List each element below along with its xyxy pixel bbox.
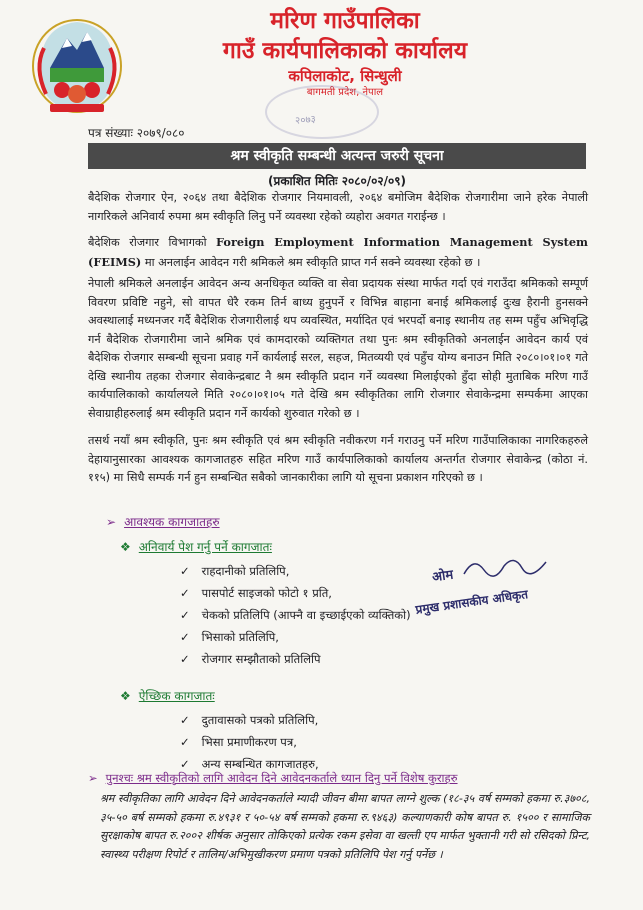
check-icon: ✓ [180,630,190,644]
office-name-line2: गाउँ कार्यपालिकाको कार्यालय [222,38,468,64]
published-date: (प्रकाशित मितिः २०८०/०२/०९) [268,174,406,188]
list-item-text: भिसा प्रमाणीकरण पत्र, [201,735,297,749]
feims-system-name: Foreign Employment Information Management System (FEIMS) [88,235,588,269]
mandatory-documents-heading [120,538,272,555]
list-item [180,709,319,731]
list-item [180,731,319,753]
optional-documents-list [180,709,319,775]
paragraph-2 [88,233,588,272]
required-documents-heading [106,513,220,530]
address-line2: बागमती प्रदेश, नेपाल [306,87,384,98]
paragraph-2-after: मा अनलाईन आवेदन गरी श्रमिकले श्रम स्वीकृति प्राप्त गर्न सक्ने व्यवस्था रहेको छ । [141,255,481,269]
list-item [180,560,411,582]
optional-documents-heading [120,687,215,704]
stamp-text: २०७३ [294,114,317,127]
signature-scribble [460,552,550,582]
list-item-text: अन्य सम्बन्धित कागजातहरु, [201,757,319,771]
address-line1: कपिलाकोट, सिन्धुली [288,67,402,85]
mandatory-documents-label: अनिवार्य पेश गर्नु पर्ने कागजातः [138,540,272,554]
paragraph-2-before: बैदेशिक रोजगार विभागको [88,236,217,249]
note-heading [88,771,458,786]
office-name [140,6,550,66]
signatory-name: ओम [431,567,455,586]
arrow-icon: ➢ [88,771,98,785]
mandatory-documents-list [180,560,411,670]
arrow-icon: ➢ [106,515,117,529]
signatory-title: प्रमुख प्रशासकीय अधिकृत [414,587,529,617]
check-icon: ✓ [180,735,190,749]
check-icon: ✓ [180,586,190,600]
list-item-text: पासपोर्ट साइजको फोटो १ प्रति, [201,586,332,600]
list-item [180,626,411,648]
check-icon: ✓ [180,713,190,727]
notice-title: श्रम स्वीकृति सम्बन्धी अत्यन्त जरुरी सूचना [88,143,586,169]
nepal-emblem-icon [22,8,132,118]
reference-value: २०७९/०८० [136,126,185,140]
list-item [180,604,411,626]
optional-documents-label: ऐच्छिक कागजातः [138,689,215,703]
required-documents-label: आवश्यक कागजातहरु [124,515,220,529]
office-stamp [265,85,379,139]
list-item-text: रोजगार सम्झौताको प्रतिलिपि [201,652,321,666]
list-item-text: राहदानीको प्रतिलिपि, [201,564,290,578]
check-icon: ✓ [180,608,190,622]
check-icon: ✓ [180,757,190,771]
reference-number [88,124,184,141]
office-name-line1: मरिण गाउँपालिका [270,8,420,34]
list-item-text: चेकको प्रतिलिपि (आफ्नै वा इच्छाईएको व्यक्तिको) [201,608,411,622]
diamond-icon: ❖ [120,540,131,554]
list-item [180,648,411,670]
list-item-text: दुतावासको पत्रको प्रतिलिपि, [201,713,319,727]
paragraph-4: तसर्थ नयाँ श्रम स्वीकृति, पुनः श्रम स्वीकृति एवं श्रम स्वीकृति नवीकरण गर्न गराउनु पर्ने मरिण गाउँपालिकाका नागरिकहरुले देहायानुसारका आवश्यक कागजातहरु सहित मरिण गाउँ कार्यपालिकाको कार्यालय अन्तर्गत रोजगार सेवाकेन्द्र (कोठा नं. ११५) मा सिधै सम्पर्क गर्न हुन सम्बन्धित सबैको जानकारीका लागि यो सूचना प्रकाशन गरिएको छ । [88,434,588,484]
list-item [180,582,411,604]
note-body: श्रम स्वीकृतिका लागि आवेदन दिने आवेदनकर्ताले म्यादी जीवन बीमा बापत लाग्ने शुल्क (१८-३५ वर्ष सम्मको हकमा रु.३७०८, ३५-५० बर्ष सम्मको हकमा रु.४९३१ र ५०-५४ बर्ष सम्मको हकमा रु.९४६३) कल्याणकारी कोष बापत रु. १५०० र सामाजिक सुरक्षाकोष बापत रु.२००२ शीर्षक अनुसार तोकिएको प्रत्येक रकम इसेवा वा खल्ती एप मार्फत भुक्तानी गरी सो रसिदको प्रिन्ट, स्वास्थ्य परीक्षण रिपोर्ट र तालिम/अभिमुखीकरण प्रमाण पत्रको प्रतिलिपि पेश गर्नु पर्नेछ । [100,792,590,861]
paragraph-1: बैदेशिक रोजगार ऐन, २०६४ तथा बैदेशिक रोजगार नियमावली, २०६४ बमोजिम बैदेशिक रोजगारीमा जाने हरेक नेपाली नागरिकले अनिवार्य रुपमा श्रम स्वीकृति लिनु पर्ने व्यवस्था रहेको व्यहोरा अवगत गराईन्छ । [88,191,588,223]
diamond-icon: ❖ [120,689,131,703]
note-heading-label: पुनश्चः श्रम स्वीकृतिको लागि आवेदन दिने आवेदनकर्ताले ध्यान दिनु पर्ने विशेष कुराहरु [105,771,458,785]
check-icon: ✓ [180,652,190,666]
reference-label: पत्र संख्याः [88,126,133,140]
check-icon: ✓ [180,564,190,578]
paragraph-3: नेपाली श्रमिकले अनलाईन आवेदन अन्य अनधिकृत व्यक्ति वा सेवा प्रदायक संस्था मार्फत गर्दा एवं गराउँदा श्रमिकको सम्पूर्ण विवरण प्रविष्टि नहुने, सो वापत धेरै रकम तिर्न बाध्य हुनुपर्ने र विभिन्न बाहाना बनाई श्रमिकलाई दुःख हैरानी हुनसक्ने अवस्थालाई मध्यनजर गर्दै बैदेशिक रोजगारीलाई थप व्यवस्थित, मर्यादित एवं भरपर्दो बनाइ स्थानीय तह सम्म पहुँच अभिवृद्धि गर्न बैदेशिक रोजगारीमा जाने श्रमिक एवं कामदारको व्यक्तिगत तथा पुनः श्रम स्वीकृतिको अनलाईन आवेदन कार्य एवं बैदेशिक रोजगार सम्बन्धी सूचना प्रवाह गर्ने कार्यलाई सरल, सहज, मितव्ययी एवं पहुँच योग्य बनाउन मिति २०८०।०१।०१ गते देखि स्थानीय तहका रोजगार सेवाकेन्द्रबाट नै श्रम स्वीकृति प्रदान गर्ने व्यवस्था मिलाईएको हुँदा सोही मुताबिक मरिण गाउँ कार्यपालिकाको कार्यालयले मिति २०८०।०१।०५ गते देखि श्रम स्वीकृतिका लागि रोजगार सेवाकेन्द्रमा सम्पर्कमा आएका सेवाग्राहीहरुलाई श्रम स्वीकृति प्रदान गर्ने कार्यको शुरुवात गरेको छ । [88,277,588,420]
list-item-text: भिसाको प्रतिलिपि, [201,630,279,644]
